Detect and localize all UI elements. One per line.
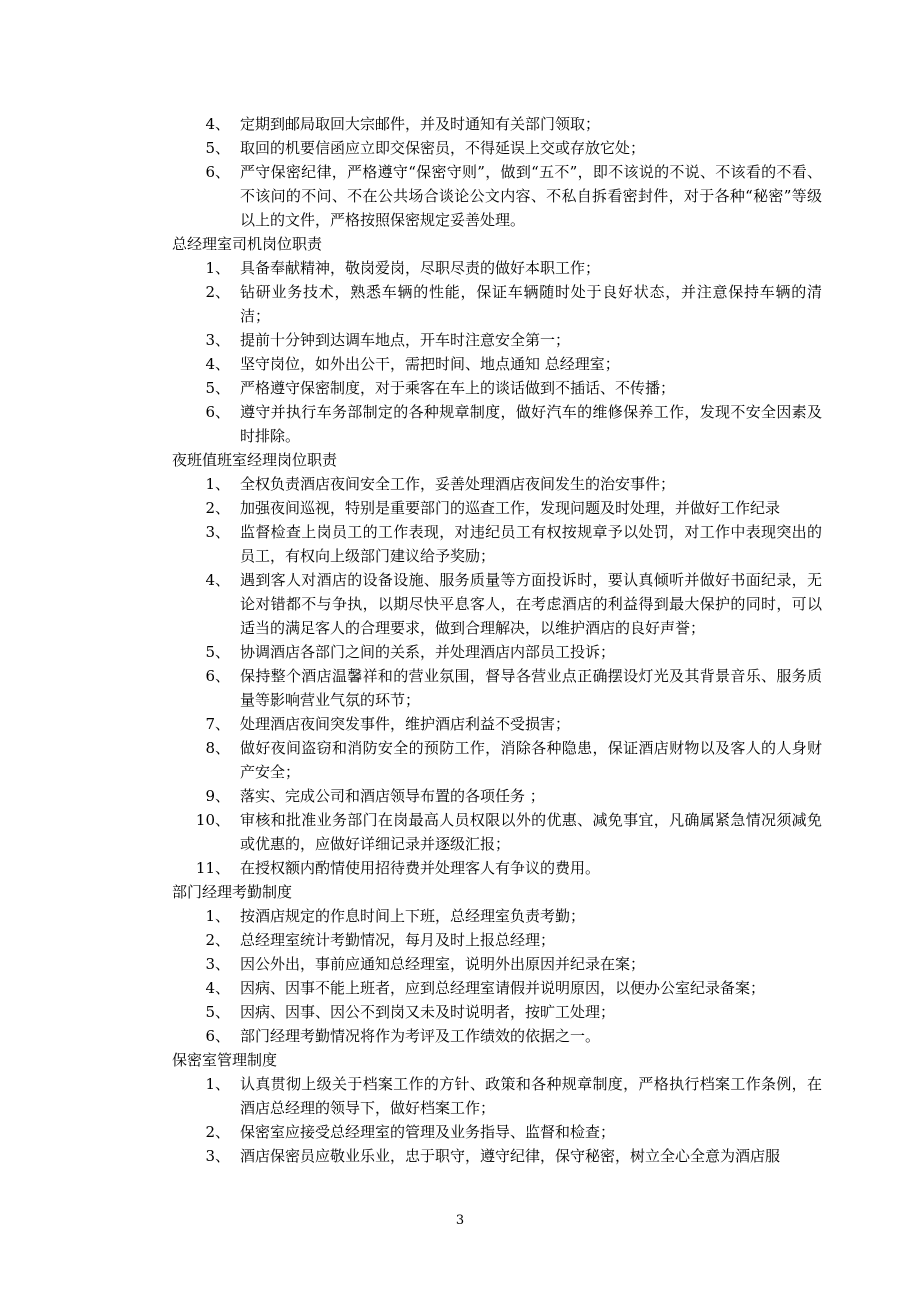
- list-item-text: 因病、因事不能上班者，应到总经理室请假并说明原因，以便办公室纪录备案；: [240, 979, 766, 997]
- list-item-text: 严守保密纪律，严格遵守“保密守则”，做到“五不”，即不该说的不说、不该看的不看、不该问的不问、不在公共场合谈论公文内容、不私自拆看密封件，对于各种“秘密”等级以上的文件，严格按照保密规定妥善处理。: [240, 163, 822, 229]
- list-item-text: 按酒店规定的作息时间上下班，总经理室负责考勤；: [240, 907, 586, 925]
- list-item-text: 提前十分钟到达调车地点，开车时注意安全第一；: [240, 331, 571, 349]
- section-heading: 总经理室司机岗位职责: [172, 235, 323, 253]
- list-item-text: 加强夜间巡视，特别是重要部门的巡查工作，发现问题及时处理，并做好工作纪录: [240, 499, 781, 517]
- list-item-text: 全权负责酒店夜间安全工作，妥善处理酒店夜间发生的治安事件；: [240, 475, 676, 493]
- list-item: [172, 904, 822, 928]
- list-item-text: 因公外出，事前应通知总经理室，说明外出原因并纪录在案；: [240, 955, 646, 973]
- list-item-number: 4、: [205, 979, 230, 997]
- list-item: [172, 640, 822, 664]
- list-item-number: 6、: [205, 1027, 230, 1045]
- list-item-number: 2、: [205, 1123, 230, 1141]
- list-item-number: 5、: [205, 139, 230, 157]
- list-item-text: 部门经理考勤情况将作为考评及工作绩效的依据之一。: [240, 1027, 601, 1045]
- list-item-number: 10、: [195, 811, 230, 829]
- list-item-number: 5、: [205, 643, 230, 661]
- list-item-number: 6、: [205, 163, 230, 181]
- document-body: [172, 112, 822, 1168]
- list-item-text: 坚守岗位，如外出公干，需把时间、地点通知 总经理室；: [240, 355, 620, 373]
- list-item-text: 保密室应接受总经理室的管理及业务指导、监督和检查；: [240, 1123, 616, 1141]
- list-item-text: 总经理室统计考勤情况，每月及时上报总经理；: [240, 931, 556, 949]
- list-item-text: 钻研业务技术，熟悉车辆的性能，保证车辆随时处于良好状态，并注意保持车辆的清洁；: [240, 283, 822, 325]
- list-item-text: 协调酒店各部门之间的关系，并处理酒店内部员工投诉；: [240, 643, 616, 661]
- list-item: [172, 328, 822, 352]
- list-item-number: 1、: [205, 1075, 230, 1093]
- list-item-number: 1、: [205, 907, 230, 925]
- list-item: [172, 928, 822, 952]
- list-item-text: 保持整个酒店温馨祥和的营业氛围，督导各营业点正确摆设灯光及其背景音乐、服务质量等影响营业气氛的环节；: [240, 667, 822, 709]
- list-item: [172, 952, 822, 976]
- list-item-number: 2、: [205, 283, 230, 301]
- list-item-text: 监督检查上岗员工的工作表现，对违纪员工有权按规章予以处罚，对工作中表现突出的员工，有权向上级部门建议给予奖励；: [240, 523, 822, 565]
- list-item-number: 9、: [205, 787, 230, 805]
- list-item-text: 处理酒店夜间突发事件，维护酒店利益不受损害；: [240, 715, 571, 733]
- list-item-text: 审核和批准业务部门在岗最高人员权限以外的优惠、减免事宜，凡确属紧急情况须减免或优惠的，应做好详细记录并逐级汇报；: [240, 811, 822, 853]
- list-item: [172, 520, 822, 568]
- list-item-number: 3、: [205, 523, 230, 541]
- list-item-number: 4、: [205, 355, 230, 373]
- list-item: [172, 472, 822, 496]
- list-item: [172, 712, 822, 736]
- section-heading: 部门经理考勤制度: [172, 883, 293, 901]
- list-item: [172, 784, 822, 808]
- list-item: [172, 1072, 822, 1120]
- list-item-text: 落实、完成公司和酒店领导布置的各项任务 ；: [240, 787, 545, 805]
- list-item: [172, 736, 822, 784]
- list-item-text: 认真贯彻上级关于档案工作的方针、政策和各种规章制度，严格执行档案工作条例，在酒店总经理的领导下，做好档案工作；: [240, 1075, 822, 1117]
- list-item-number: 8、: [205, 739, 230, 757]
- list-item: [172, 1000, 822, 1024]
- list-item: [172, 856, 822, 880]
- list-item-number: 2、: [205, 931, 230, 949]
- list-item-text: 具备奉献精神，敬岗爱岗，尽职尽责的做好本职工作；: [240, 259, 601, 277]
- list-item-number: 6、: [205, 403, 230, 421]
- list-item-number: 3、: [205, 955, 230, 973]
- list-item-number: 5、: [205, 1003, 230, 1021]
- list-item: [172, 568, 822, 640]
- list-item: [172, 1024, 822, 1048]
- list-item: [172, 136, 822, 160]
- list-item: [172, 976, 822, 1000]
- list-item-number: 4、: [205, 571, 230, 589]
- list-item-text: 在授权额内酌情使用招待费并处理客人有争议的费用。: [240, 859, 601, 877]
- list-item-number: 11、: [195, 859, 230, 877]
- list-item-text: 酒店保密员应敬业乐业，忠于职守，遵守纪律，保守秘密，树立全心全意为酒店服: [240, 1147, 781, 1165]
- list-item: [172, 376, 822, 400]
- list-item-number: 2、: [205, 499, 230, 517]
- list-item-number: 5、: [205, 379, 230, 397]
- list-item: [172, 664, 822, 712]
- list-item: [172, 496, 822, 520]
- list-item-number: 3、: [205, 1147, 230, 1165]
- section-heading: 保密室管理制度: [172, 1051, 278, 1069]
- list-item-text: 定期到邮局取回大宗邮件，并及时通知有关部门领取；: [240, 115, 601, 133]
- list-item-text: 遵守并执行车务部制定的各种规章制度，做好汽车的维修保养工作，发现不安全因素及时排除。: [240, 403, 822, 445]
- list-item-number: 4、: [205, 115, 230, 133]
- list-item-text: 遇到客人对酒店的设备设施、服务质量等方面投诉时，要认真倾听并做好书面纪录，无论对错都不与争执，以期尽快平息客人，在考虑酒店的利益得到最大保护的同时，可以适当的满足客人的合理要求，做到合理解决，以维护酒店的良好声誉；: [240, 571, 822, 637]
- list-item: [172, 280, 822, 328]
- list-item-number: 1、: [205, 475, 230, 493]
- list-item: [172, 256, 822, 280]
- list-item: [172, 1120, 822, 1144]
- list-item: [172, 160, 822, 232]
- list-item-number: 3、: [205, 331, 230, 349]
- list-item-text: 严格遵守保密制度，对于乘客在车上的谈话做到不插话、不传播；: [240, 379, 676, 397]
- list-item: [172, 112, 822, 136]
- section-heading: 夜班值班室经理岗位职责: [172, 451, 338, 469]
- list-item-number: 6、: [205, 667, 230, 685]
- list-item-text: 因病、因事、因公不到岗又未及时说明者，按旷工处理；: [240, 1003, 616, 1021]
- list-item: [172, 808, 822, 856]
- list-item: [172, 1144, 822, 1168]
- list-item: [172, 400, 822, 448]
- page-number: 3: [455, 1213, 465, 1228]
- list-item-number: 7、: [205, 715, 230, 733]
- list-item-number: 1、: [205, 259, 230, 277]
- list-item: [172, 352, 822, 376]
- list-item-text: 做好夜间盗窃和消防安全的预防工作，消除各种隐患，保证酒店财物以及客人的人身财产安全；: [240, 739, 822, 781]
- list-item-text: 取回的机要信函应立即交保密员，不得延误上交或存放它处；: [240, 139, 646, 157]
